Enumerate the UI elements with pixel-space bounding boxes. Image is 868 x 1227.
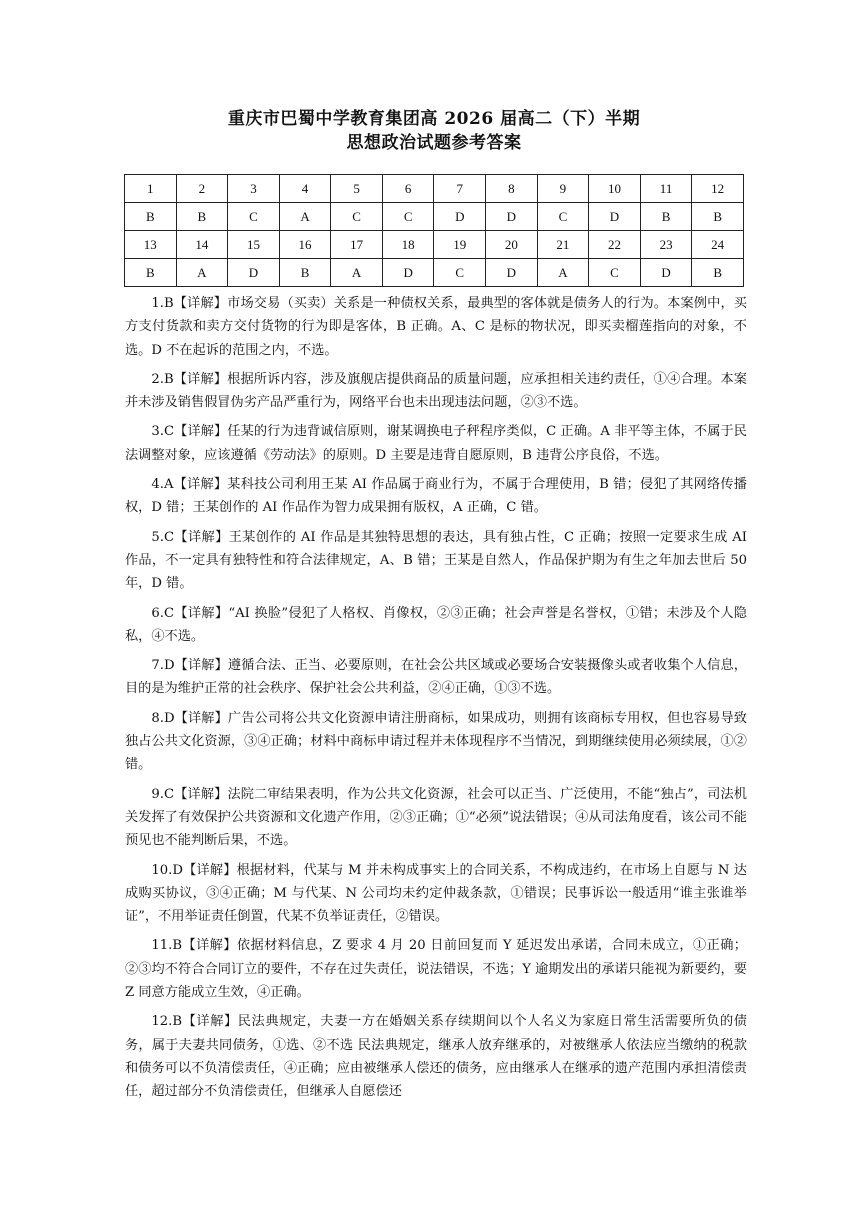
answer-cell: D bbox=[589, 203, 641, 231]
question-number-cell: 24 bbox=[692, 231, 744, 259]
question-number-cell: 9 bbox=[537, 175, 589, 203]
document-subtitle: 思想政治试题参考答案 bbox=[346, 133, 522, 153]
answer-cell: B bbox=[640, 203, 692, 231]
explanation-paragraph: 1.B【详解】市场交易（买卖）关系是一种债权关系，最典型的客体就是债务人的行为。本案例中，买方支付货款和卖方交付货物的行为即是客体，B 正确。A、C 是标的物状况，即买卖榴莲指向的对象，不选。D 不在起诉的范围之内，不选。 bbox=[125, 296, 747, 358]
answer-cell: C bbox=[382, 203, 434, 231]
question-number-cell: 17 bbox=[331, 231, 383, 259]
explanation-paragraph: 3.C【详解】任某的行为违背诚信原则，谢某调换电子秤程序类似，C 正确。A 非平等主体，不属于民法调整对象，应该遵循《劳动法》的原则。D 主要是违背自愿原则，B 违背公序良俗，不选。 bbox=[125, 424, 747, 463]
question-number-row bbox=[125, 231, 744, 259]
answer-cell: C bbox=[228, 203, 280, 231]
question-number-cell: 2 bbox=[176, 175, 228, 203]
question-number-cell: 20 bbox=[486, 231, 538, 259]
question-number-cell: 10 bbox=[589, 175, 641, 203]
answer-cell: D bbox=[382, 259, 434, 287]
answer-cell: B bbox=[176, 203, 228, 231]
document-title: 重庆市巴蜀中学教育集团高 2026 届高二（下）半期 bbox=[227, 109, 641, 129]
answer-row bbox=[125, 203, 744, 231]
explanations-section bbox=[125, 292, 747, 1110]
explanation-paragraph: 12.B【详解】民法典规定，夫妻一方在婚姻关系存续期间以个人名义为家庭日常生活需要所负的债务，属于夫妻共同债务，①选、②不选 民法典规定，继承人放弃继承的，对被继承人依法应当缴纳的税款和债务可以不负清偿责任，④正确；应由被继承人偿还的债务，应由继承人在继承的遗产范围内承担清偿责任，超过部分不负清偿责任，但继承人自愿偿还 bbox=[125, 1014, 747, 1100]
explanation-paragraph: 10.D【详解】根据材料，代某与 M 并未构成事实上的合同关系，不构成违约，在市场上自愿与 N 达成购买协议，③④正确；M 与代某、N 公司均未约定仲裁条款，①错误；民事诉讼一般适用“谁主张谁举证”，不用举证责任倒置，代某不负举证责任，②错误。 bbox=[125, 862, 747, 925]
answer-cell: D bbox=[486, 203, 538, 231]
answer-cell: A bbox=[331, 259, 383, 287]
explanation-paragraph: 4.A【详解】某科技公司利用王某 AI 作品属于商业行为，不属于合理使用，B 错；侵犯了其网络传播权，D 错；王某创作的 AI 作品作为智力成果拥有版权，A 正确，C 错。 bbox=[125, 477, 747, 516]
explanation-paragraph: 5.C【详解】王某创作的 AI 作品是其独特思想的表达，具有独占性，C 正确；按照一定要求生成 AI 作品，不一定具有独特性和符合法律规定，A、B 错；王某是自然人，作品保护期为有生之年加去世后 50 年，D 错。 bbox=[125, 529, 747, 592]
answer-cell: B bbox=[692, 203, 744, 231]
question-number-cell: 12 bbox=[692, 175, 744, 203]
answer-cell: B bbox=[125, 259, 177, 287]
question-number-cell: 4 bbox=[279, 175, 331, 203]
explanation-paragraph: 6.C【详解】“AI 换脸”侵犯了人格权、肖像权，②③正确；社会声誉是名誉权，①错；未涉及个人隐私，④不选。 bbox=[125, 605, 747, 644]
answer-cell: C bbox=[331, 203, 383, 231]
question-number-cell: 1 bbox=[125, 175, 177, 203]
question-number-cell: 18 bbox=[382, 231, 434, 259]
question-number-cell: 21 bbox=[537, 231, 589, 259]
question-number-cell: 7 bbox=[434, 175, 486, 203]
question-number-cell: 3 bbox=[228, 175, 280, 203]
answer-cell: C bbox=[537, 203, 589, 231]
answer-cell: A bbox=[176, 259, 228, 287]
question-number-cell: 14 bbox=[176, 231, 228, 259]
answer-cell: D bbox=[486, 259, 538, 287]
question-number-cell: 8 bbox=[486, 175, 538, 203]
answer-cell: A bbox=[279, 203, 331, 231]
answer-row bbox=[125, 259, 744, 287]
explanation-paragraph: 9.C【详解】法院二审结果表明，作为公共文化资源，社会可以正当、广泛使用，不能“独占”，司法机关发挥了有效保护公共资源和文化遗产作用，②③正确；①“必须”说法错误；④从司法角度看，该公司不能预见也不能判断后果，不选。 bbox=[125, 786, 747, 849]
question-number-cell: 11 bbox=[640, 175, 692, 203]
answer-table bbox=[124, 174, 744, 287]
answer-cell: A bbox=[537, 259, 589, 287]
question-number-cell: 22 bbox=[589, 231, 641, 259]
answer-cell: C bbox=[434, 259, 486, 287]
question-number-cell: 6 bbox=[382, 175, 434, 203]
question-number-cell: 19 bbox=[434, 231, 486, 259]
answer-cell: B bbox=[125, 203, 177, 231]
explanation-paragraph: 2.B【详解】根据所诉内容，涉及旗舰店提供商品的质量问题，应承担相关违约责任，①④合理。本案并未涉及销售假冒伪劣产品严重行为，网络平台也未出现违法问题，②③不选。 bbox=[125, 371, 747, 411]
explanation-paragraph: 7.D【详解】遵循合法、正当、必要原则，在社会公共区域或必要场合安装摄像头或者收集个人信息，目的是为维护正常的社会秩序、保护社会公共利益，②④正确，①③不选。 bbox=[125, 658, 747, 697]
answer-cell: D bbox=[640, 259, 692, 287]
answer-cell: D bbox=[228, 259, 280, 287]
question-number-cell: 5 bbox=[331, 175, 383, 203]
question-number-cell: 13 bbox=[125, 231, 177, 259]
question-number-cell: 15 bbox=[228, 231, 280, 259]
answer-cell: D bbox=[434, 203, 486, 231]
explanation-paragraph: 8.D【详解】广告公司将公共文化资源申请注册商标，如果成功，则拥有该商标专用权，但也容易导致独占公共文化资源，③④正确；材料中商标申请过程并未体现程序不当情况，到期继续使用必须续展，①②错。 bbox=[125, 710, 747, 773]
question-number-cell: 23 bbox=[640, 231, 692, 259]
explanation-paragraph: 11.B【详解】依据材料信息，Z 要求 4 月 20 日前回复而 Y 延迟发出承诺，合同未成立，①正确；②③均不符合合同订立的要件，不存在过失责任，说法错误，不选；Y 逾期发出的承诺只能视为新要约，要 Z 同意方能成立生效，④正确。 bbox=[125, 938, 747, 1001]
answer-cell: C bbox=[589, 259, 641, 287]
question-number-cell: 16 bbox=[279, 231, 331, 259]
question-number-row bbox=[125, 175, 744, 203]
answer-cell: B bbox=[692, 259, 744, 287]
answer-cell: B bbox=[279, 259, 331, 287]
